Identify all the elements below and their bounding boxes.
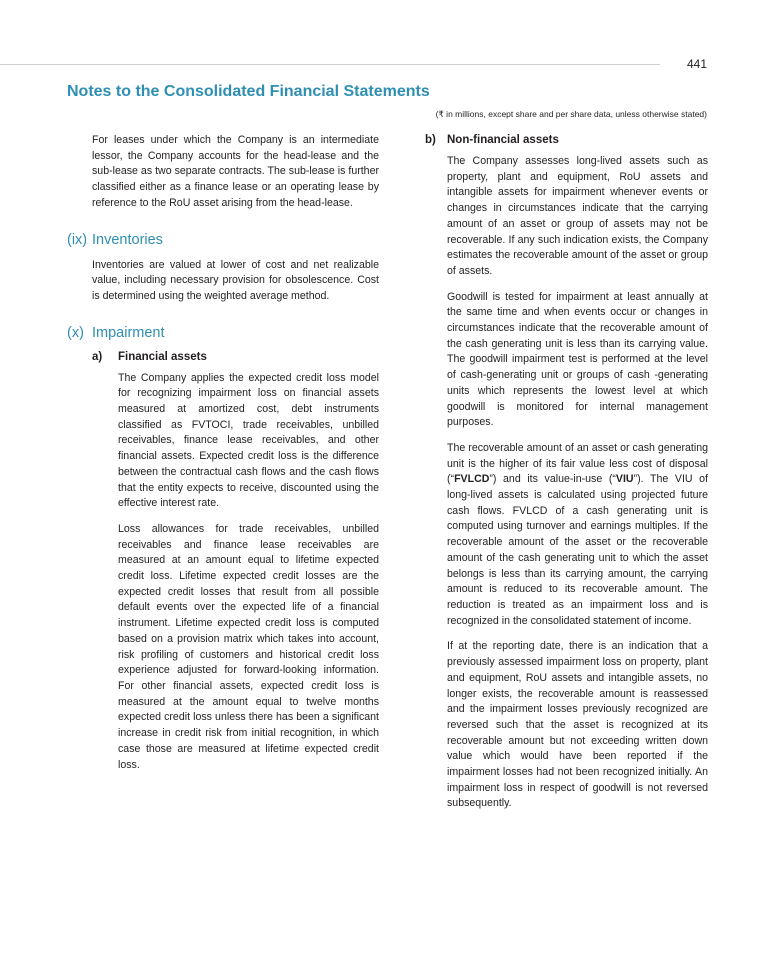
- subheading-non-financial-assets: [425, 134, 708, 146]
- section-heading-inventories: [67, 232, 379, 248]
- header-divider: [0, 64, 660, 65]
- text-run: ”). The VIU of long-lived assets is calculated using projected future cash flows. FVLCD of a cash generating unit is computed using turnover and earnings multiples. If the recoverable amount of the asset or the recoverable amount of the cash generating unit to which the asset belongs is less than its carrying amount, the carrying amount is reduced to its recoverable amount. The reduction is treated as an impairment loss and is recognized in the consolidated statement of income.: [447, 473, 708, 627]
- text-run: ”) and its value-in-use (“: [489, 473, 616, 486]
- subheading-financial-assets: [92, 351, 379, 363]
- text-run: The recoverable amount of an asset or cash generating unit is the higher of its fair value less cost of disposal (“: [447, 441, 708, 486]
- subheading-title: Non-financial assets: [447, 134, 559, 146]
- subheading-letter: a): [92, 350, 103, 363]
- lease-paragraph: For leases under which the Company is an intermediate lessor, the Company accounts for the head-lease and the sub-lease as two separate contracts. The sub-lease is further classified either as a finance lease or an operating lease by reference to the RoU asset arising from the head-lease.: [92, 134, 379, 209]
- abbreviation-fvlcd: FVLCD: [454, 473, 490, 486]
- left-column: [67, 133, 379, 783]
- financial-assets-paragraph-1: The Company applies the expected credit loss model for recognizing impairment loss on financial assets measured at amortized cost, debt instruments classified as FVTOCI, trade receivables, unbilled receivables, finance lease receivables, and other financial assets. Expected credit loss is the difference between the contractual cash flows and the cash flows that the entity expects to receive, discounted using the effective interest rate.: [118, 371, 379, 510]
- section-title: Inventories: [92, 231, 163, 248]
- inventories-paragraph: Inventories are valued at lower of cost and net realizable value, including necessary provision for obsolescence. Cost is determined using the weighted average method.: [92, 258, 379, 302]
- page-title: Notes to the Consolidated Financial Statements: [67, 83, 430, 100]
- subheading-letter: b): [425, 134, 436, 146]
- non-financial-paragraph-1: The Company assesses long-lived assets such as property, plant and equipment, RoU assets and intangible assets for impairment whenever events or changes in circumstances indicate that the carrying amount of an asset or group of assets may not be recoverable. If any such indication exists, the Company estimates the recoverable amount of the asset or group of assets.: [447, 155, 708, 277]
- section-number: (ix): [67, 231, 88, 248]
- non-financial-paragraph-3: [425, 441, 708, 629]
- section-number: (x): [67, 324, 84, 341]
- financial-assets-paragraph-2: Loss allowances for trade receivables, unbilled receivables and finance lease receivables are measured at an amount equal to lifetime expected credit loss. Lifetime expected credit losses are the expected credit losses that result from all possible default events over the expected life of a financial instrument. Lifetime expected credit loss is computed based on a provision matrix which takes into account, risk profiling of customers and historical credit loss experience adjusted for forward-looking information. For other financial assets, expected credit loss is measured at the amount equal to twelve months expected credit loss unless there has been a significant increase in credit risk from initial recognition, in which case those are measured at lifetime expected credit loss.: [118, 522, 379, 771]
- unit-note: (₹ in millions, except share and per share data, unless otherwise stated): [435, 109, 707, 119]
- abbreviation-viu: VIU: [615, 473, 634, 486]
- page-number: 441: [686, 57, 707, 71]
- section-title: Impairment: [92, 324, 165, 341]
- section-heading-impairment: [67, 325, 379, 341]
- non-financial-paragraph-2: Goodwill is tested for impairment at least annually at the same time and when events occur or changes in circumstances indicate that the recoverable amount of the cash generating unit is less than its carrying value. The goodwill impairment test is performed at the level of cash-generating unit or groups of cash -generating units which represents the lowest level at which goodwill is monitored for internal management purposes.: [447, 290, 708, 429]
- non-financial-paragraph-4: If at the reporting date, there is an indication that a previously assessed impairment loss on property, plant and equipment, RoU assets and intangible assets, no longer exists, the recoverable amount is reassessed and the impairment losses previously recognized are reversed such that the asset is recognized at its recoverable amount but not exceeding written down value which would have been reported if the impairment losses had not been recognized initially. An impairment loss in respect of goodwill is not reversed subsequently.: [447, 640, 708, 810]
- subheading-title: Financial assets: [118, 350, 207, 363]
- right-column: [425, 133, 708, 822]
